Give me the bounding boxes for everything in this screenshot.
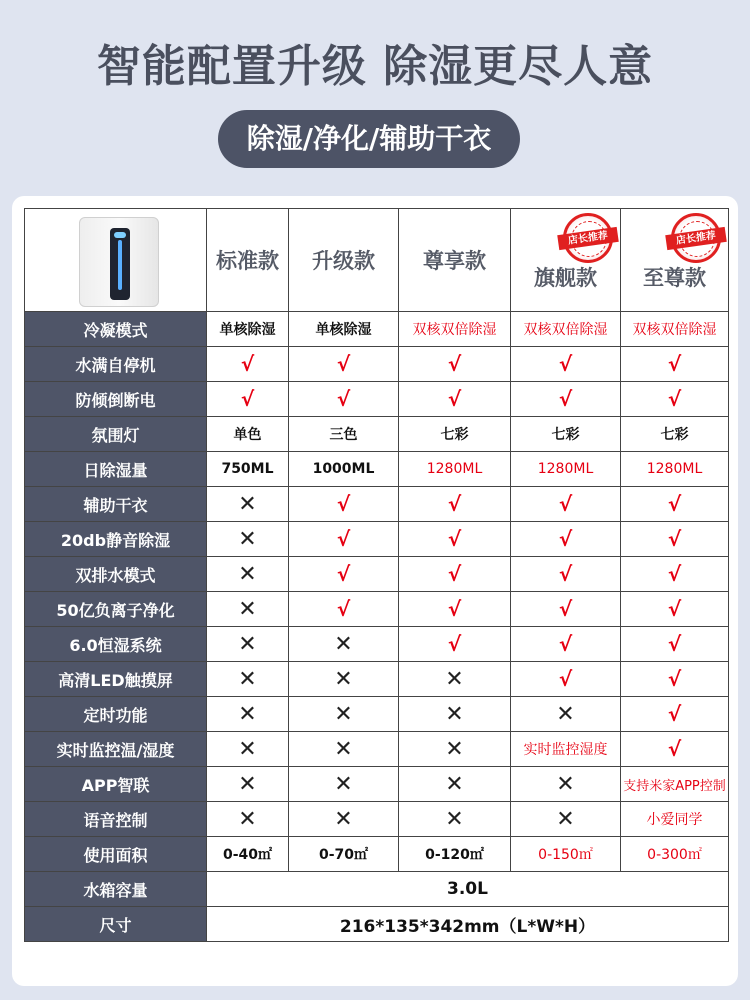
feature-cell <box>399 347 511 382</box>
cross-icon: ✕ <box>334 771 353 797</box>
value-cell: 双核双倍除湿 <box>399 312 511 347</box>
feature-cell <box>399 487 511 522</box>
value-cell: 实时监控湿度 <box>511 732 621 767</box>
feature-cell <box>511 697 621 732</box>
cross-icon: ✕ <box>238 806 257 832</box>
value-cell: 0-70㎡ <box>289 837 399 872</box>
feature-cell <box>289 557 399 592</box>
table-row <box>25 522 729 557</box>
check-icon: √ <box>667 527 682 551</box>
value-cell: 1280ML <box>399 452 511 487</box>
table-row <box>25 452 729 487</box>
check-icon: √ <box>447 562 462 586</box>
check-icon: √ <box>667 352 682 376</box>
check-icon: √ <box>336 387 351 411</box>
cross-icon: ✕ <box>445 806 464 832</box>
value-cell: 1000ML <box>289 452 399 487</box>
row-label: 语音控制 <box>25 802 207 837</box>
recommend-stamp: 店长推荐 <box>671 213 721 263</box>
table-header-row <box>25 209 729 312</box>
cross-icon: ✕ <box>238 596 257 622</box>
feature-cell <box>621 487 729 522</box>
feature-cell <box>399 592 511 627</box>
table-row <box>25 837 729 872</box>
value-cell: 750ML <box>207 452 289 487</box>
row-label: 50亿负离子净化 <box>25 592 207 627</box>
feature-cell <box>207 522 289 557</box>
feature-cell <box>621 522 729 557</box>
cross-icon: ✕ <box>238 561 257 587</box>
value-cell: 支持米家APP控制 <box>621 767 729 802</box>
table-row <box>25 557 729 592</box>
dehumidifier-image <box>79 217 159 307</box>
check-icon: √ <box>667 492 682 516</box>
cross-icon: ✕ <box>334 631 353 657</box>
row-label: 使用面积 <box>25 837 207 872</box>
feature-cell <box>621 347 729 382</box>
value-cell: 单核除湿 <box>289 312 399 347</box>
model-header-4: 店长推荐 旗舰款 <box>511 209 621 312</box>
feature-cell <box>207 382 289 417</box>
row-label: 双排水模式 <box>25 557 207 592</box>
check-icon: √ <box>447 352 462 376</box>
table-row <box>25 697 729 732</box>
row-label: 尺寸 <box>25 907 207 942</box>
model-header-1: 标准款 <box>207 209 289 312</box>
page-headline: 智能配置升级 除湿更尽人意 <box>96 41 654 92</box>
feature-cell <box>621 627 729 662</box>
feature-cell <box>399 697 511 732</box>
feature-cell <box>289 802 399 837</box>
row-label: 防倾倒断电 <box>25 382 207 417</box>
feature-cell <box>399 382 511 417</box>
feature-cell <box>511 522 621 557</box>
check-icon: √ <box>336 352 351 376</box>
cross-icon: ✕ <box>445 666 464 692</box>
table-row <box>25 732 729 767</box>
table-row <box>25 487 729 522</box>
check-icon: √ <box>447 492 462 516</box>
cross-icon: ✕ <box>334 736 353 762</box>
cross-icon: ✕ <box>556 806 575 832</box>
feature-cell <box>207 557 289 592</box>
table-row <box>25 627 729 662</box>
check-icon: √ <box>240 352 255 376</box>
check-icon: √ <box>667 632 682 656</box>
cross-icon: ✕ <box>556 771 575 797</box>
check-icon: √ <box>558 387 573 411</box>
check-icon: √ <box>558 352 573 376</box>
cross-icon: ✕ <box>238 526 257 552</box>
cross-icon: ✕ <box>445 771 464 797</box>
value-cell: 1280ML <box>621 452 729 487</box>
feature-pill: 除湿/净化/辅助干衣 <box>218 110 520 168</box>
model-header-2: 升级款 <box>289 209 399 312</box>
value-cell: 1280ML <box>511 452 621 487</box>
value-cell: 0-150㎡ <box>511 837 621 872</box>
feature-cell <box>621 662 729 697</box>
feature-cell <box>511 382 621 417</box>
feature-cell <box>207 347 289 382</box>
product-image-cell <box>25 209 207 312</box>
check-icon: √ <box>336 597 351 621</box>
feature-cell <box>511 627 621 662</box>
value-cell: 0-40㎡ <box>207 837 289 872</box>
feature-cell <box>207 697 289 732</box>
row-label: 高清LED触摸屏 <box>25 662 207 697</box>
row-label: 辅助干衣 <box>25 487 207 522</box>
feature-cell <box>621 697 729 732</box>
feature-cell <box>289 662 399 697</box>
cross-icon: ✕ <box>238 736 257 762</box>
cross-icon: ✕ <box>238 701 257 727</box>
cross-icon: ✕ <box>238 666 257 692</box>
check-icon: √ <box>558 632 573 656</box>
check-icon: √ <box>558 667 573 691</box>
feature-cell <box>621 557 729 592</box>
feature-cell <box>207 592 289 627</box>
tank-row <box>25 872 729 907</box>
row-label: APP智联 <box>25 767 207 802</box>
feature-cell <box>511 487 621 522</box>
feature-cell <box>207 732 289 767</box>
feature-cell <box>399 802 511 837</box>
model-header-5: 店长推荐 至尊款 <box>621 209 729 312</box>
value-cell: 双核双倍除湿 <box>621 312 729 347</box>
feature-cell <box>399 557 511 592</box>
size-value: 216*135*342mm（L*W*H） <box>207 907 729 942</box>
check-icon: √ <box>336 527 351 551</box>
feature-cell <box>399 627 511 662</box>
feature-cell <box>511 662 621 697</box>
feature-cell <box>399 662 511 697</box>
recommend-stamp: 店长推荐 <box>563 213 613 263</box>
value-cell: 单色 <box>207 417 289 452</box>
feature-cell <box>621 592 729 627</box>
feature-cell <box>399 732 511 767</box>
row-label: 20db静音除湿 <box>25 522 207 557</box>
check-icon: √ <box>558 527 573 551</box>
feature-cell <box>511 557 621 592</box>
cross-icon: ✕ <box>334 701 353 727</box>
cross-icon: ✕ <box>238 631 257 657</box>
check-icon: √ <box>447 527 462 551</box>
check-icon: √ <box>336 492 351 516</box>
check-icon: √ <box>667 737 682 761</box>
value-cell: 三色 <box>289 417 399 452</box>
cross-icon: ✕ <box>445 736 464 762</box>
check-icon: √ <box>667 387 682 411</box>
value-cell: 七彩 <box>511 417 621 452</box>
feature-cell <box>289 522 399 557</box>
cross-icon: ✕ <box>334 666 353 692</box>
cross-icon: ✕ <box>445 701 464 727</box>
row-label: 水满自停机 <box>25 347 207 382</box>
table-row <box>25 767 729 802</box>
row-label: 水箱容量 <box>25 872 207 907</box>
feature-cell <box>207 662 289 697</box>
feature-cell <box>511 802 621 837</box>
table-row <box>25 312 729 347</box>
feature-cell <box>207 767 289 802</box>
tank-value: 3.0L <box>207 872 729 907</box>
row-label: 定时功能 <box>25 697 207 732</box>
check-icon: √ <box>558 562 573 586</box>
model-header-3: 尊享款 <box>399 209 511 312</box>
comparison-table <box>24 208 729 942</box>
cross-icon: ✕ <box>238 491 257 517</box>
value-cell: 单核除湿 <box>207 312 289 347</box>
check-icon: √ <box>447 597 462 621</box>
feature-cell <box>399 767 511 802</box>
check-icon: √ <box>558 597 573 621</box>
feature-cell <box>289 767 399 802</box>
value-cell: 0-300㎡ <box>621 837 729 872</box>
check-icon: √ <box>447 632 462 656</box>
feature-cell <box>289 697 399 732</box>
value-cell: 双核双倍除湿 <box>511 312 621 347</box>
feature-cell <box>289 382 399 417</box>
check-icon: √ <box>447 387 462 411</box>
table-row <box>25 417 729 452</box>
table-row <box>25 592 729 627</box>
check-icon: √ <box>240 387 255 411</box>
value-cell: 小爱同学 <box>621 802 729 837</box>
feature-cell <box>511 347 621 382</box>
table-row <box>25 347 729 382</box>
feature-cell <box>289 347 399 382</box>
value-cell: 七彩 <box>399 417 511 452</box>
feature-cell <box>207 487 289 522</box>
cross-icon: ✕ <box>556 701 575 727</box>
row-label: 实时监控温/湿度 <box>25 732 207 767</box>
check-icon: √ <box>667 562 682 586</box>
feature-cell <box>511 592 621 627</box>
check-icon: √ <box>336 562 351 586</box>
check-icon: √ <box>667 597 682 621</box>
row-label: 6.0恒湿系统 <box>25 627 207 662</box>
cross-icon: ✕ <box>238 771 257 797</box>
value-cell: 七彩 <box>621 417 729 452</box>
size-row <box>25 907 729 942</box>
value-cell: 0-120㎡ <box>399 837 511 872</box>
feature-cell <box>399 522 511 557</box>
feature-cell <box>289 732 399 767</box>
feature-cell <box>289 487 399 522</box>
feature-cell <box>621 732 729 767</box>
table-row <box>25 382 729 417</box>
check-icon: √ <box>667 667 682 691</box>
feature-cell <box>511 767 621 802</box>
row-label: 氛围灯 <box>25 417 207 452</box>
feature-cell <box>289 627 399 662</box>
check-icon: √ <box>667 702 682 726</box>
feature-cell <box>621 382 729 417</box>
row-label: 日除湿量 <box>25 452 207 487</box>
check-icon: √ <box>558 492 573 516</box>
cross-icon: ✕ <box>334 806 353 832</box>
table-row <box>25 662 729 697</box>
feature-cell <box>207 627 289 662</box>
feature-cell <box>207 802 289 837</box>
row-label: 冷凝模式 <box>25 312 207 347</box>
feature-cell <box>289 592 399 627</box>
table-row <box>25 802 729 837</box>
